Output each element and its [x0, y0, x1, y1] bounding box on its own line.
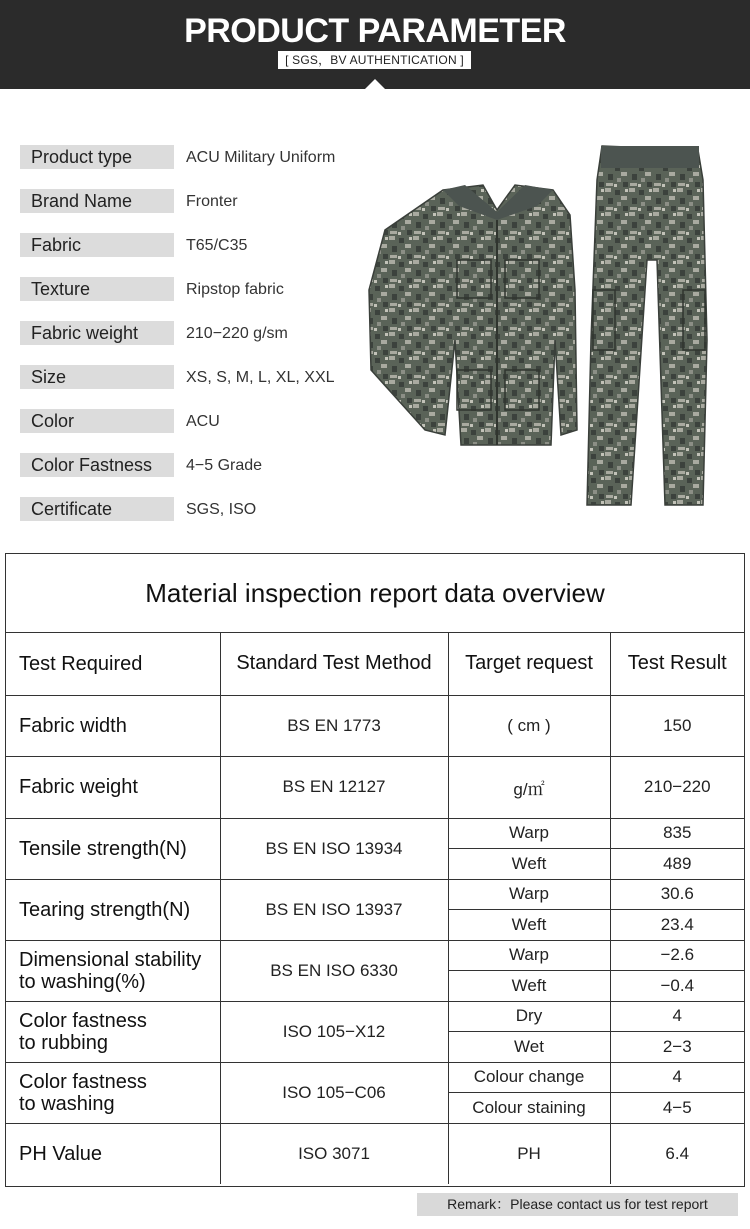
page-header [0, 0, 750, 89]
param-label: Size [20, 365, 174, 389]
param-value: Ripstop fabric [186, 281, 284, 298]
param-label: Product type [20, 145, 174, 169]
target-cell: Weft [448, 909, 610, 940]
inspection-report-table [5, 553, 745, 1187]
param-value: ACU Military Uniform [186, 149, 336, 166]
table-row [6, 940, 744, 970]
target-cell: Wet [448, 1031, 610, 1062]
uniform-illustration [365, 140, 745, 515]
table-row [6, 1062, 744, 1092]
column-header: Target request [448, 633, 610, 695]
target-cell: PH [448, 1123, 610, 1184]
param-value: SGS, ISO [186, 501, 257, 518]
column-header: Test Required [6, 633, 220, 695]
target-cell: ( cm ) [448, 695, 610, 756]
test-method-cell: BS EN ISO 6330 [220, 940, 448, 1001]
header-pointer [365, 79, 385, 89]
result-cell: 30.6 [610, 879, 744, 909]
result-cell: 6.4 [610, 1123, 744, 1184]
result-cell: 150 [610, 695, 744, 756]
param-row-color [20, 409, 360, 433]
test-required-line: Dimensional stability [19, 948, 202, 971]
test-required-cell: Fabric width [6, 695, 220, 756]
param-label: Fabric weight [20, 321, 174, 345]
target-cell: Warp [448, 818, 610, 848]
result-cell: 489 [610, 848, 744, 879]
column-header: Test Result [610, 633, 744, 695]
result-cell: 4−5 [610, 1092, 744, 1123]
remark-note: Remark：Please contact us for test report [417, 1193, 738, 1216]
table-row [6, 756, 744, 818]
test-method-cell: BS EN ISO 13937 [220, 879, 448, 940]
test-required-cell: PH Value [6, 1123, 220, 1184]
test-required-cell [6, 1001, 220, 1062]
param-label: Fabric [20, 233, 174, 257]
test-method-cell: BS EN 12127 [220, 756, 448, 818]
test-required-line: Color fastness [19, 1070, 147, 1093]
test-required-cell [6, 1062, 220, 1123]
param-value: Fronter [186, 193, 238, 210]
target-cell: Weft [448, 970, 610, 1001]
jacket [369, 185, 577, 445]
target-cell: Dry [448, 1001, 610, 1031]
test-method-cell: BS EN 1773 [220, 695, 448, 756]
param-row-certificate [20, 497, 360, 521]
test-method-cell: ISO 3071 [220, 1123, 448, 1184]
result-cell: 2−3 [610, 1031, 744, 1062]
result-cell: 210−220 [610, 756, 744, 818]
target-cell: Warp [448, 940, 610, 970]
test-required-cell: Tensile strength(N) [6, 818, 220, 879]
test-required-line: to washing(%) [19, 970, 146, 993]
test-required-line: Color fastness [19, 1009, 147, 1032]
param-label: Color [20, 409, 174, 433]
param-row-texture [20, 277, 360, 301]
param-value: 4−5 Grade [186, 457, 263, 474]
result-cell: 23.4 [610, 909, 744, 940]
param-value: 210−220 g/sm [186, 325, 288, 342]
param-row-color-fastness [20, 453, 360, 477]
param-row-product-type [20, 145, 360, 169]
test-method-cell: BS EN ISO 13934 [220, 818, 448, 879]
test-method-cell: ISO 105−X12 [220, 1001, 448, 1062]
table-row [6, 1001, 744, 1031]
test-required-line: to washing [19, 1092, 115, 1115]
param-row-size [20, 365, 360, 389]
table-row [6, 818, 744, 848]
authentication-subtitle: [ SGS，BV AUTHENTICATION ] [278, 51, 471, 69]
param-value: XS, S, M, L, XL, XXL [186, 369, 335, 386]
table-header-row [6, 633, 744, 695]
param-label: Texture [20, 277, 174, 301]
report-data-table [6, 633, 744, 1184]
param-row-fabric [20, 233, 360, 257]
target-cell: g/㎡ [448, 756, 610, 818]
product-image [365, 140, 745, 515]
param-row-brand-name [20, 189, 360, 213]
result-cell: −0.4 [610, 970, 744, 1001]
result-cell: 4 [610, 1062, 744, 1092]
test-required-cell: Tearing strength(N) [6, 879, 220, 940]
test-required-line: to rubbing [19, 1031, 108, 1054]
target-cell: Weft [448, 848, 610, 879]
result-cell: 835 [610, 818, 744, 848]
column-header: Standard Test Method [220, 633, 448, 695]
param-value: ACU [186, 413, 220, 430]
result-cell: 4 [610, 1001, 744, 1031]
target-cell: Colour change [448, 1062, 610, 1092]
param-label: Color Fastness [20, 453, 174, 477]
trousers [587, 146, 707, 505]
param-label: Brand Name [20, 189, 174, 213]
target-cell: Warp [448, 879, 610, 909]
param-value: T65/C35 [186, 237, 248, 254]
param-label: Certificate [20, 497, 174, 521]
target-cell: Colour staining [448, 1092, 610, 1123]
result-cell: −2.6 [610, 940, 744, 970]
param-row-fabric-weight [20, 321, 360, 345]
test-required-cell: Fabric weight [6, 756, 220, 818]
table-row [6, 879, 744, 909]
test-method-cell: ISO 105−C06 [220, 1062, 448, 1123]
table-row [6, 1123, 744, 1184]
report-title: Material inspection report data overview [6, 554, 744, 633]
test-required-cell [6, 940, 220, 1001]
table-row [6, 695, 744, 756]
page-title: PRODUCT PARAMETER [184, 12, 566, 50]
